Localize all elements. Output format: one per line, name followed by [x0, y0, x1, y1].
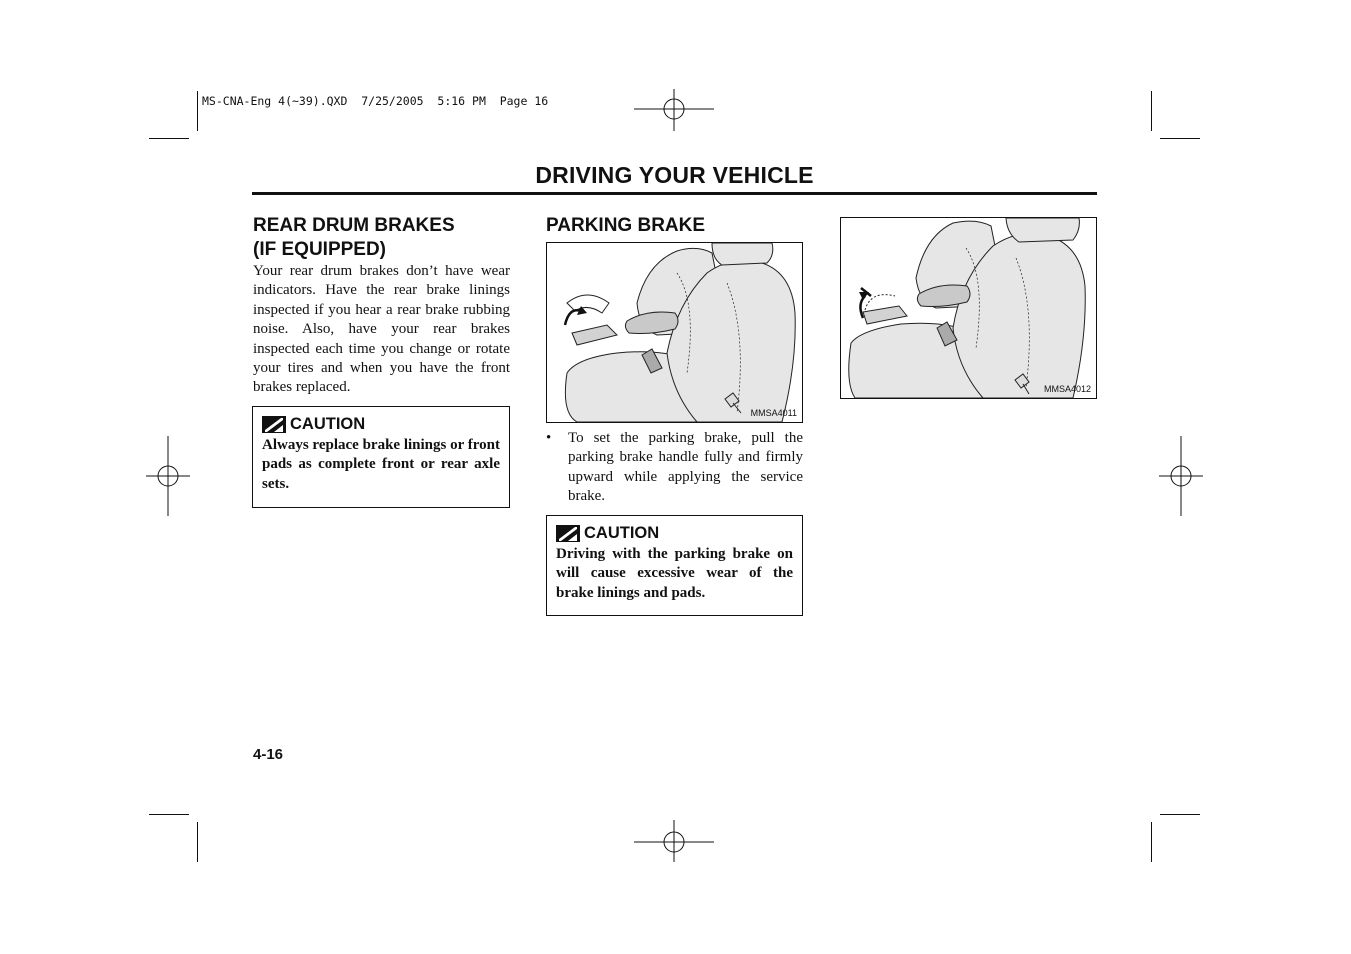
- page-number: 4-16: [253, 746, 284, 763]
- bullet-icon: •: [546, 430, 552, 446]
- rear-drum-heading-line1: REAR DRUM BRAKES: [253, 215, 455, 236]
- caution-text: Driving with the parking brake on will cause excessive wear of the brake linings and pads.: [556, 546, 793, 601]
- parking-brake-release-figure: [840, 217, 1097, 399]
- rear-drum-section: [253, 214, 510, 398]
- section-title: DRIVING YOUR VEHICLE: [535, 162, 814, 188]
- seat-illustration: [841, 218, 1096, 398]
- parking-brake-caution-box: [546, 515, 803, 616]
- rear-drum-caution-box: [252, 406, 510, 508]
- registration-mark-icon: [1141, 436, 1221, 516]
- list-item: [546, 429, 803, 507]
- caution-label: CAUTION: [584, 524, 660, 542]
- registration-mark-icon: [634, 802, 714, 882]
- bullet-text: To set the parking brake, pull the parking brake handle fully and firmly upward while applying the service brake.: [568, 430, 803, 505]
- header-rule: [252, 192, 1097, 195]
- caution-heading: [262, 415, 500, 434]
- figure-code: MMSA4012: [1043, 384, 1091, 394]
- caution-label: CAUTION: [290, 415, 366, 433]
- parking-brake-figure: [546, 242, 803, 423]
- rear-drum-body: Your rear drum brakes don’t have wear indicators. Have the rear brake linings inspected if you hear a rear brake rubbing noise. Also, have your rear brakes inspected each time you change or rotate your tires and when you have the front brakes replaced.: [253, 263, 510, 396]
- caution-heading: [556, 524, 793, 543]
- caution-icon: [262, 416, 286, 433]
- caution-icon: [556, 525, 580, 542]
- rear-drum-heading-line2: (IF EQUIPPED): [253, 239, 387, 260]
- registration-mark-icon: [634, 69, 714, 149]
- seat-illustration: [547, 243, 802, 422]
- figure-code: MMSA4011: [750, 408, 797, 418]
- caution-text: Always replace brake linings or front pads as complete front or rear axle sets.: [262, 437, 500, 492]
- printer-slug: MS-CNA-Eng 4(~39).QXD 7/25/2005 5:16 PM Page 16: [202, 94, 549, 108]
- registration-mark-icon: [128, 436, 208, 516]
- parking-brake-heading: PARKING BRAKE: [546, 215, 706, 236]
- parking-brake-instructions: [546, 429, 803, 507]
